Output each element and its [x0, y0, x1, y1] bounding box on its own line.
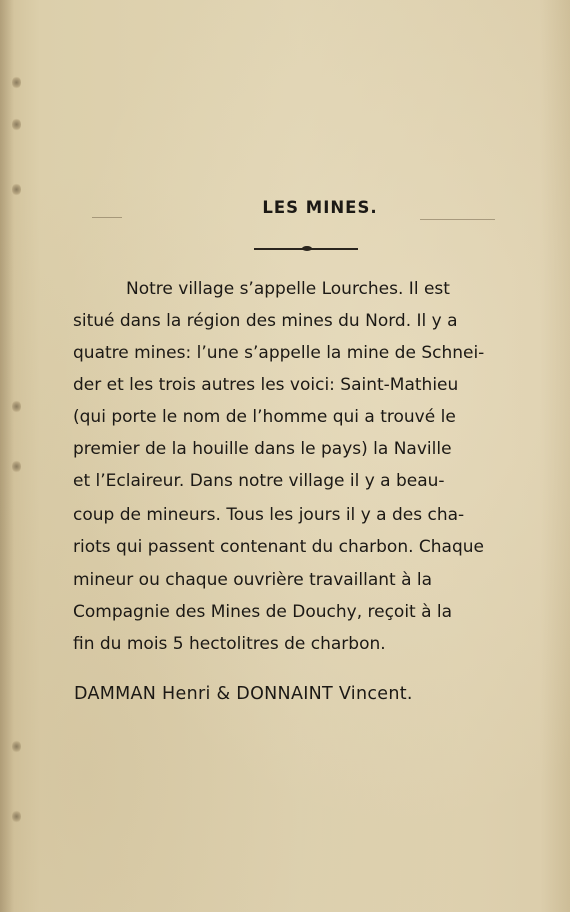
binding-hole	[12, 183, 21, 196]
binding-hole	[12, 810, 21, 823]
text-line: Compagnie des Mines de Douchy, reçoit à la	[73, 602, 453, 622]
text-line: quatre mines: l’une s’appelle la mine de Schnei-	[73, 343, 485, 363]
binding-hole	[12, 740, 21, 753]
fold-mark	[92, 217, 122, 218]
binding-hole	[12, 118, 21, 131]
signature-line: DAMMAN Henri & DONNAINT Vincent.	[74, 684, 413, 704]
fold-mark	[420, 219, 495, 220]
text-line: der et les trois autres les voici: Saint-Mathieu	[73, 375, 459, 395]
title-divider-ornament	[302, 246, 312, 251]
text-line: Notre village s’appelle Lourches. Il est	[126, 279, 450, 299]
binding-hole	[12, 76, 21, 89]
text-line: et l’Eclaireur. Dans notre village il y a beau-	[73, 471, 445, 491]
binding-hole	[12, 460, 21, 473]
text-line: riots qui passent contenant du charbon. Chaque	[73, 537, 484, 557]
text-line: (qui porte le nom de l’homme qui a trouvé le	[73, 407, 456, 427]
text-line: mineur ou chaque ouvrière travaillant à la	[73, 570, 433, 590]
text-line: coup de mineurs. Tous les jours il y a des cha-	[73, 505, 465, 525]
text-line: fin du mois 5 hectolitres de charbon.	[73, 634, 386, 654]
document-title: LES MINES.	[262, 198, 378, 217]
text-line: premier de la houille dans le pays) la Naville	[73, 439, 452, 459]
text-line: situé dans la région des mines du Nord. Il y a	[73, 311, 458, 331]
binding-hole	[12, 400, 21, 413]
